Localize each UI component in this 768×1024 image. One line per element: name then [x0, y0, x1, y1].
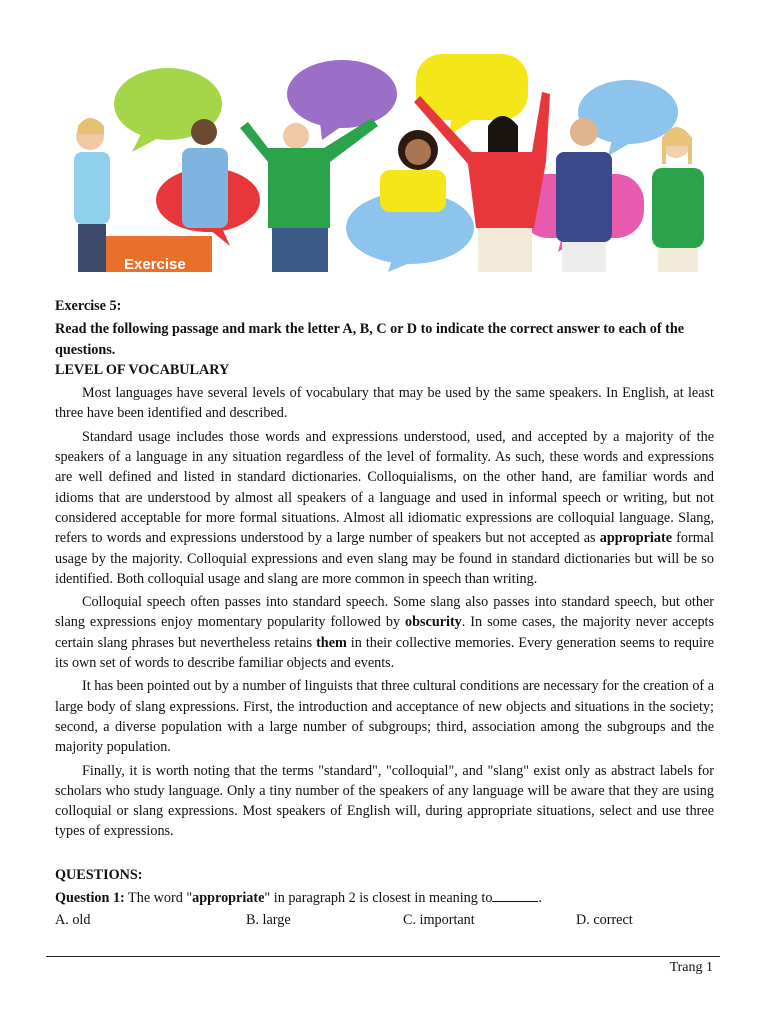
document-body — [55, 296, 714, 930]
question-1-keyword: appropriate — [192, 890, 265, 907]
paragraph-3 — [55, 592, 714, 673]
question-1-text-c: . — [538, 890, 542, 907]
person-6 — [556, 118, 612, 272]
exercise-tag — [106, 236, 212, 272]
answer-blank — [492, 889, 538, 902]
keyword-obscurity: obscurity — [405, 614, 462, 631]
page-number: Trang 1 — [669, 960, 713, 975]
paragraph-3-text-b: . In some cases, the majority never accepts certain slang phrases but nevertheless retains — [55, 614, 715, 651]
paragraph-3-text-c: in their collective memories. Every generation seems to require its own set of words to describe familiar objects and events. — [55, 634, 714, 672]
paragraph-1: Most languages have several levels of vocabulary that may be used by the same speakers. In English, at least three have been identified and described. — [55, 385, 714, 422]
paragraph-3-text-a: Colloquial speech often passes into standard speech. Some slang also passes into standard speech, but other slang expressions enjoy momentary popularity followed by — [55, 594, 714, 631]
footer-divider — [46, 956, 720, 957]
person-1 — [74, 118, 110, 272]
paragraph-2 — [55, 427, 714, 589]
question-1-text-a: The word " — [124, 890, 193, 907]
keyword-them: them — [316, 634, 347, 651]
question-1 — [55, 888, 714, 908]
exercise-title: Exercise 5: — [55, 298, 122, 314]
questions-heading: QUESTIONS: — [55, 866, 143, 883]
person-4 — [380, 130, 446, 212]
option-a[interactable]: A. old — [55, 912, 91, 929]
option-b[interactable]: B. large — [246, 912, 291, 929]
passage-title: LEVEL OF VOCABULARY — [55, 361, 230, 378]
instruction: Read the following passage and mark the letter A, B, C or D to indicate the correct answer to each of the questions. — [55, 321, 685, 358]
paragraph-4: It has been pointed out by a number of linguists that three cultural conditions are necessary for the creation of a large body of slang expressions. First, the introduction and acceptance of new objects and situations in the society; second, a diverse population with a large number of subgroups; third, association among the subgroups and the majority population. — [55, 678, 714, 756]
question-1-text-b: " in paragraph 2 is closest in meaning to — [264, 890, 493, 907]
paragraph-2-text-a: Standard usage includes those words and expressions understood, used, and accepted by a majority of the speakers of a language in any situation regardless of the level of formality. As such, these words and expressions are well defined and listed in standard dictionaries. Colloquialisms, on the other hand, are familiar words and idioms that are understood by almost all speakers of a language and used in informal speech or writing, but not considered acceptable for more formal situations. Almost all idiomatic expressions are colloquial language. Slang, refers to words and expressions understood by a large number of speakers but not accepted as — [55, 428, 714, 547]
question-1-options — [55, 908, 714, 930]
keyword-appropriate: appropriate — [599, 530, 672, 547]
person-7 — [652, 127, 704, 272]
person-3 — [240, 118, 378, 272]
paragraph-5: Finally, it is worth noting that the terms "standard", "colloquial", and "slang" exist only as abstract labels for scholars who study language. Only a tiny number of the speakers of any language will be aware that they are using colloquial or slang expressions. Most speakers of English will, during appropriate situations, select and use three types of expressions. — [55, 762, 714, 840]
option-d[interactable]: D. correct — [576, 912, 633, 929]
paragraph-2-text-b: formal usage by the majority. Colloquial expressions and even slang may be found in standard dictionaries but will be so identified. Both colloquial usage and slang are more common in speech than writing. — [55, 530, 714, 587]
question-1-label: Question 1: — [55, 890, 125, 907]
exercise-tag-label: Exercise — [124, 256, 186, 272]
option-c[interactable]: C. important — [403, 912, 475, 929]
